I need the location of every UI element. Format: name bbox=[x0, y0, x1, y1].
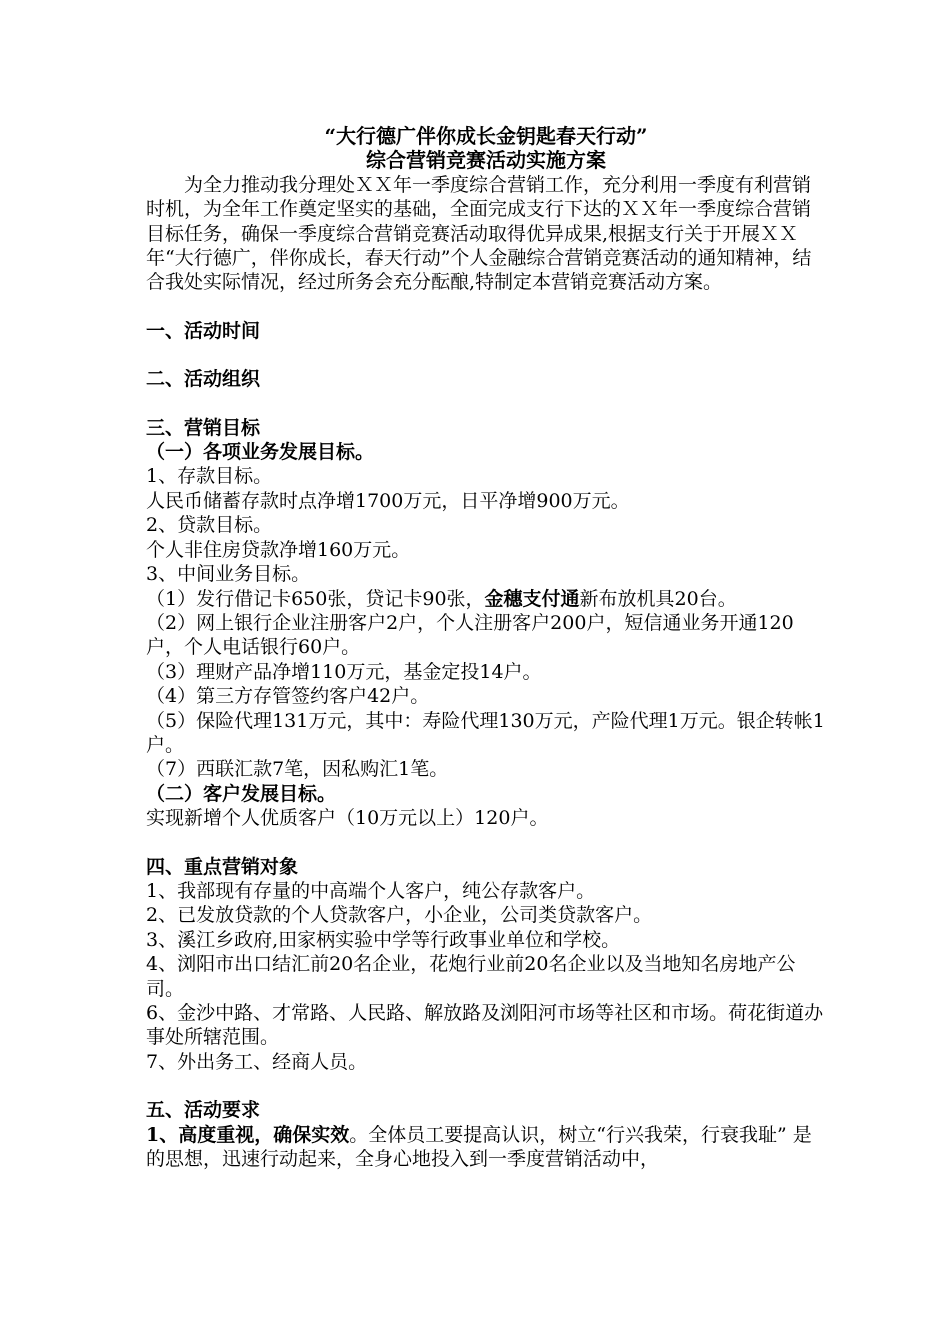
intermediary-item-4: （4）第三方存管签约客户42户。 bbox=[146, 685, 430, 708]
requirement-1-text: 。全体员工要提高认识，树立“行兴我荣，行衰我耻” 是的思想，迅速行动起来，全身心地投入到一季度营销活动中， bbox=[146, 1123, 812, 1171]
section-heading-time: 一、活动时间 bbox=[146, 319, 261, 342]
intermediary-item-1-c: 新布放机具20台。 bbox=[579, 587, 737, 610]
target-item-3: 3、溪江乡政府,田家柄实验中学等行政事业单位和学校。 bbox=[146, 928, 621, 951]
section-heading-organization: 二、活动组织 bbox=[146, 368, 261, 391]
intermediary-item-3: （3）理财产品净增110万元，基金定投14户。 bbox=[146, 660, 542, 683]
title-line-1: “大行德广伴你成长金钥匙春天行动” bbox=[324, 124, 648, 148]
target-item-2: 2、已发放贷款的个人贷款客户，小企业，公司类贷款客户。 bbox=[146, 904, 653, 927]
target-item-6: 6、金沙中路、才常路、人民路、解放路及浏阳河市场等社区和市场。荷花街道办事处所辖范围。 bbox=[146, 1002, 824, 1049]
subheading-client-targets: （二）客户发展目标。 bbox=[146, 782, 337, 805]
document-body bbox=[146, 124, 826, 1171]
target-item-1: 1、我部现有存量的中高端个人客户，纯公存款客户。 bbox=[146, 879, 596, 902]
section-heading-key-targets: 四、重点营销对象 bbox=[146, 855, 299, 878]
title-line-2: 综合营销竞赛活动实施方案 bbox=[366, 148, 606, 173]
intermediary-item-7: （7）西联汇款7笔，因私购汇1笔。 bbox=[146, 758, 449, 781]
intermediary-item-5: （5）保险代理131万元，其中：寿险代理130万元，产险代理1万元。银企转帐1户。 bbox=[146, 709, 825, 756]
deposit-text: 人民币储蓄存款时点净增1700万元，日平净增900万元。 bbox=[146, 489, 630, 512]
target-item-4: 4、浏阳市出口结汇前20名企业，花炮行业前20名企业以及当地知名房地产公司。 bbox=[146, 953, 796, 1000]
requirement-1-bold: 1、高度重视，确保实效 bbox=[146, 1123, 350, 1146]
client-target-text: 实现新增个人优质客户（10万元以上）120户。 bbox=[146, 807, 549, 830]
deposit-heading: 1、存款目标。 bbox=[146, 465, 273, 488]
subheading-business-targets: （一）各项业务发展目标。 bbox=[146, 441, 375, 464]
loan-text: 个人非住房贷款净增160万元。 bbox=[146, 538, 411, 561]
intro-paragraph: 为全力推动我分理处ＸＸ年一季度综合营销工作，充分利用一季度有利营销时机，为全年工作奠定坚实的基础，全面完成支行下达的ＸＸ年一季度综合营销目标任务，确保一季度综合营销竞赛活动取得优异成果,根据支行关于开展ＸＸ年“大行德广，伴你成长，春天行动”个人金融综合营销竞赛活动的通知精神，结合我处实际情况，经过所务会充分酝酿,特制定本营销竞赛活动方案。 bbox=[146, 173, 812, 294]
target-item-7: 7、外出务工、经商人员。 bbox=[146, 1050, 368, 1073]
intermediary-item-1-a: （1）发行借记卡650张，贷记卡90张， bbox=[146, 587, 485, 610]
intermediary-item-1 bbox=[146, 587, 826, 611]
requirement-1 bbox=[146, 1123, 826, 1172]
loan-heading: 2、贷款目标。 bbox=[146, 514, 273, 537]
intermediary-item-2: （2）网上银行企业注册客户2户，个人注册客户200户，短信通业务开通120户，个人电话银行60户。 bbox=[146, 611, 794, 659]
section-heading-targets: 三、营销目标 bbox=[146, 416, 261, 439]
intermediary-heading: 3、中间业务目标。 bbox=[146, 563, 311, 586]
section-heading-requirements: 五、活动要求 bbox=[146, 1099, 261, 1122]
intermediary-item-1-bold: 金穗支付通 bbox=[484, 587, 580, 610]
